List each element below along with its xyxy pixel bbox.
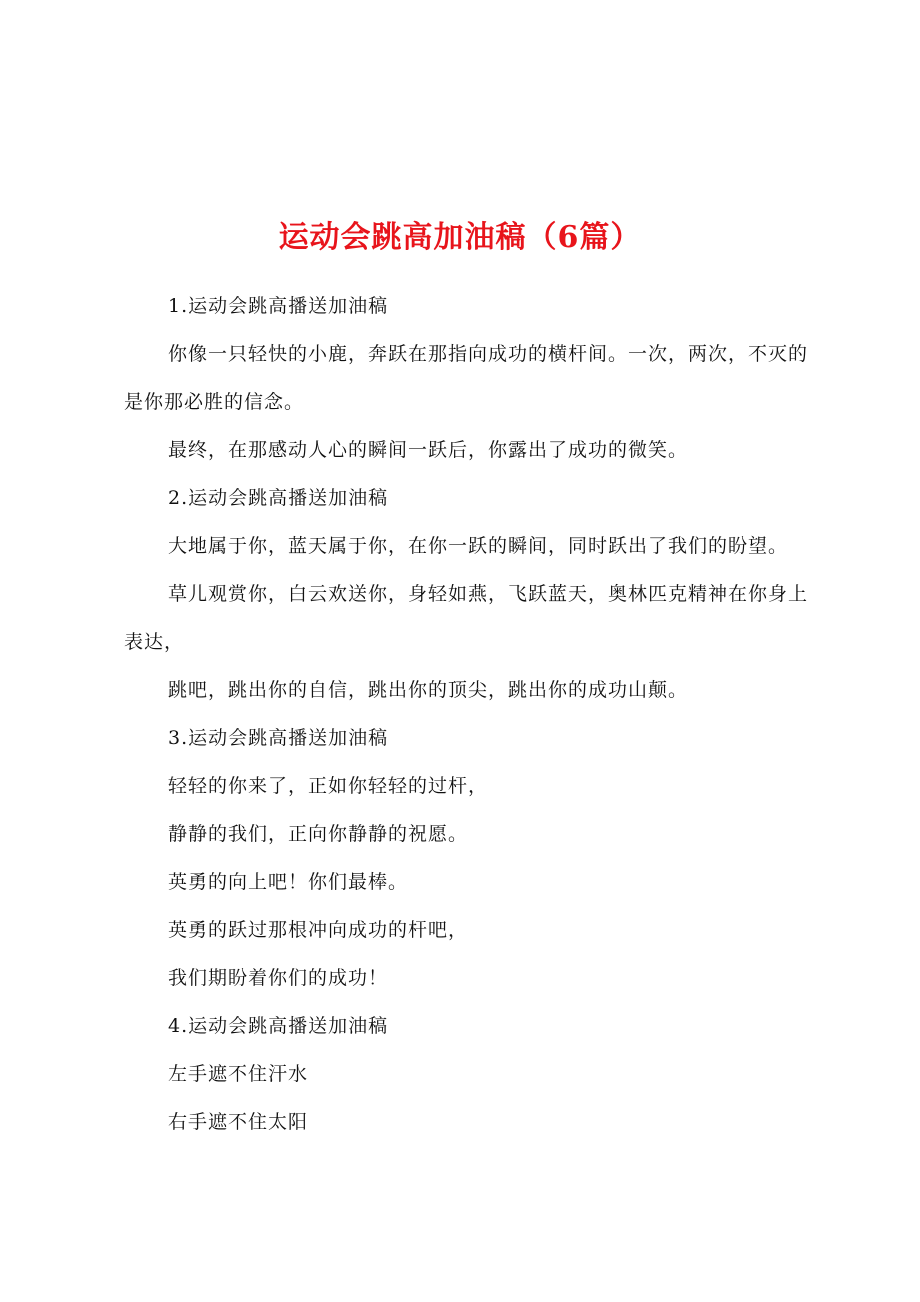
paragraph: 左手遮不住汗水 — [168, 1063, 309, 1085]
paragraph: 最终，在那感动人心的瞬间一跃后，你露出了成功的微笑。 — [168, 439, 689, 461]
paragraph: 英勇的跃过那根冲向成功的杆吧， — [168, 919, 469, 941]
paragraph: 我们期盼着你们的成功！ — [168, 967, 389, 989]
paragraph: 静静的我们，正向你静静的祝愿。 — [168, 823, 469, 845]
section-heading: 3.运动会跳高播送加油稿 — [168, 727, 389, 749]
paragraph: 草儿观赏你，白云欢送你，身轻如燕，飞跃蓝天，奥林匹克精神在你身上表达， — [124, 583, 809, 653]
document-title: 运动会跳高加油稿（6篇） — [278, 220, 642, 256]
paragraph: 轻轻的你来了，正如你轻轻的过杆， — [168, 775, 489, 797]
section-heading: 2.运动会跳高播送加油稿 — [168, 487, 389, 509]
section-heading: 1.运动会跳高播送加油稿 — [168, 295, 389, 317]
paragraph: 跳吧，跳出你的自信，跳出你的顶尖，跳出你的成功山颠。 — [168, 679, 689, 701]
section-heading: 4.运动会跳高播送加油稿 — [168, 1015, 389, 1037]
paragraph: 英勇的向上吧！你们最棒。 — [168, 871, 409, 893]
paragraph: 大地属于你，蓝天属于你，在你一跃的瞬间，同时跃出了我们的盼望。 — [168, 535, 789, 557]
document-body — [124, 282, 808, 1146]
paragraph: 你像一只轻快的小鹿，奔跃在那指向成功的横杆间。一次，两次，不灭的是你那必胜的信念。 — [124, 343, 809, 413]
paragraph: 右手遮不住太阳 — [168, 1111, 309, 1133]
